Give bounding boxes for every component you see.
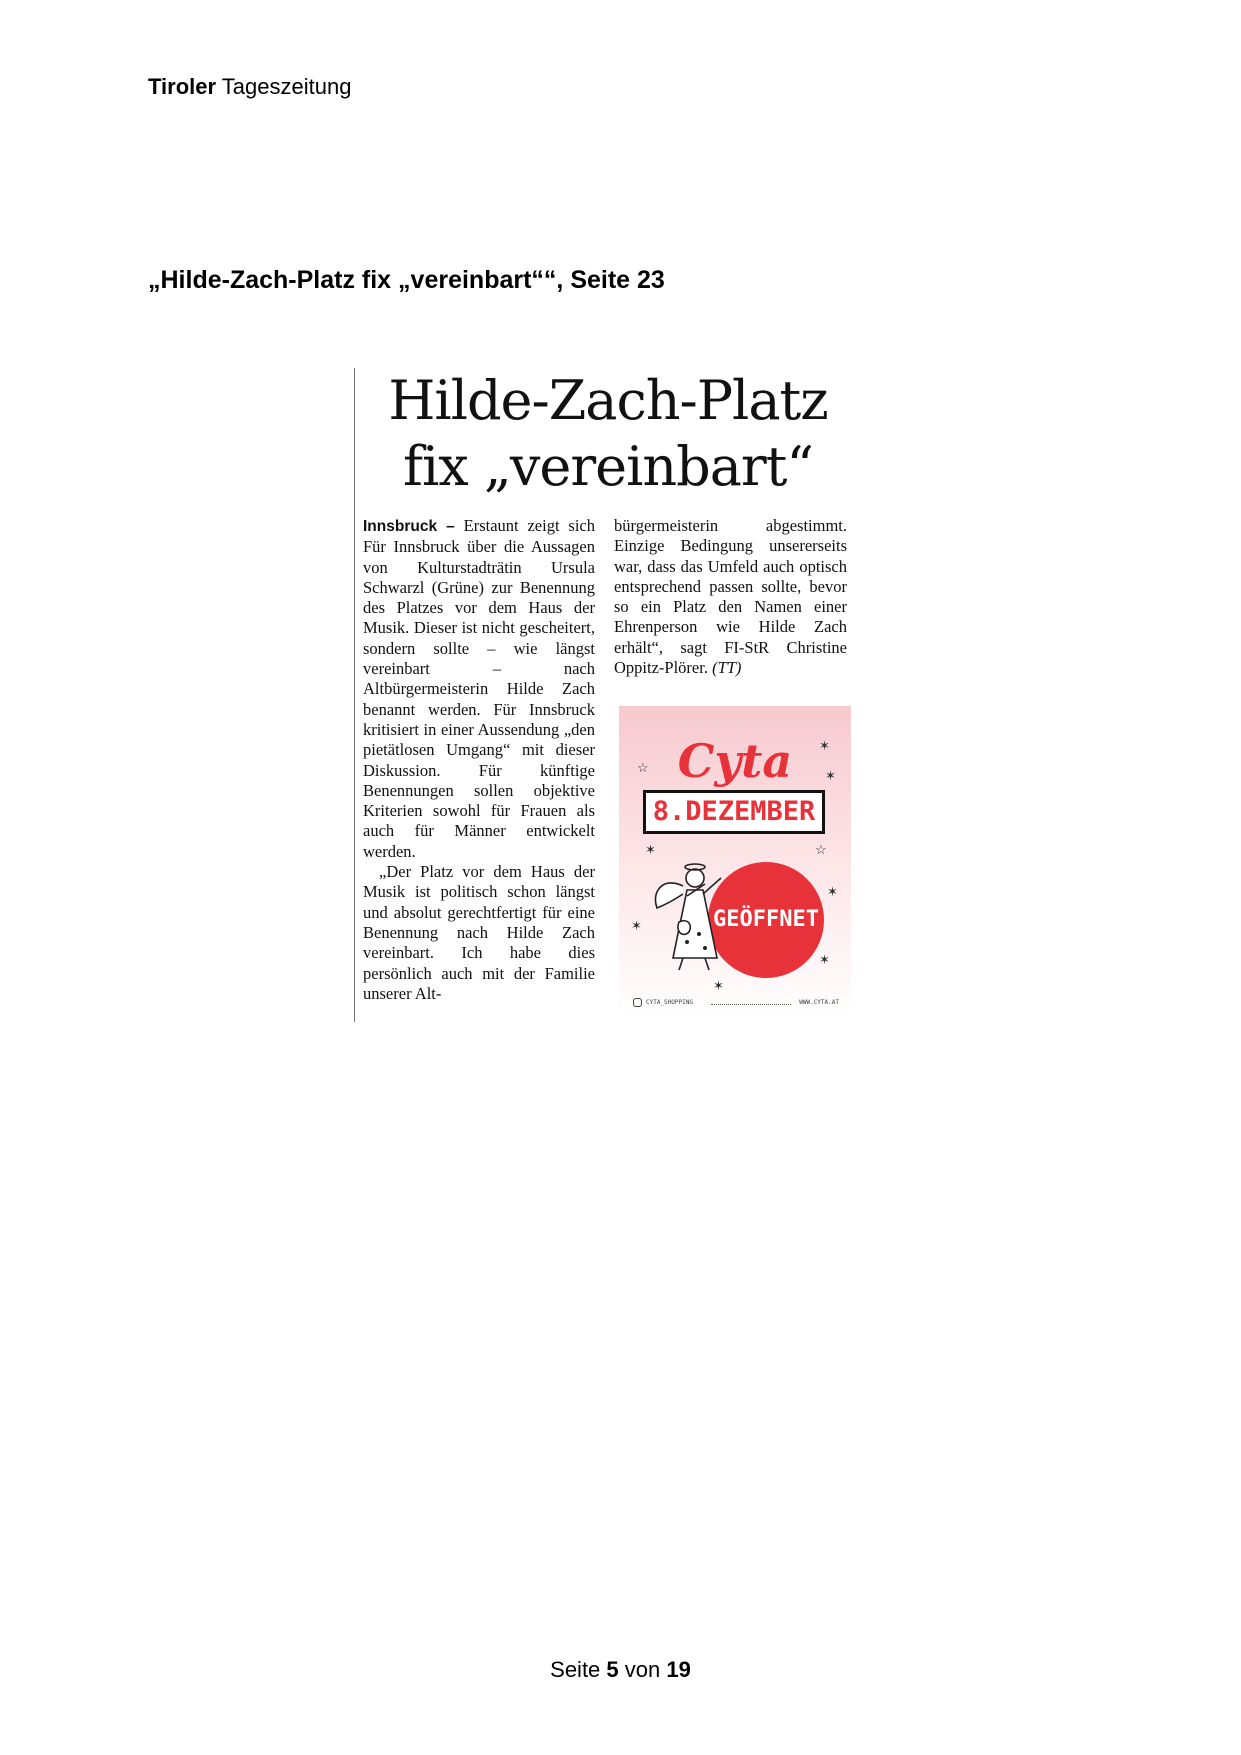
ad-date-box: 8.DEZEMBER xyxy=(643,790,825,834)
article-paragraph-3 xyxy=(614,516,847,678)
star-icon: ☆ xyxy=(637,760,649,775)
page-number xyxy=(0,1657,1241,1683)
headline-line-2: fix „vereinbart“ xyxy=(402,435,814,498)
star-icon: ✶ xyxy=(631,918,642,933)
ad-open-badge: GEÖFFNET xyxy=(708,862,824,978)
paragraph-1-text: Erstaunt zeigt sich Für Innsbruck über die Aussagen von Kulturstadträtin Ursula Schwarzl (Grüne) zur Benennung des Platzes vor dem Haus der Musik. Dieser ist nicht gescheitert, sondern sollte – wie längst vereinbart – nach Altbürgermeisterin Hilde Zach benannt werden. Für Innsbruck kritisiert in einer Aussendung „den pietätlosen Umgang“ mit dieser Diskussion. Für künftige Benennungen sollen objektive Kriterien sowohl für Frauen als auch für Männer entwickelt werden. xyxy=(363,516,595,861)
star-icon: ✶ xyxy=(713,978,724,993)
article-headline xyxy=(362,368,854,500)
column-rule xyxy=(354,368,355,1022)
ad-footer xyxy=(633,998,839,1010)
publication-name-rest: Tageszeitung xyxy=(216,74,352,99)
article-column-1 xyxy=(363,516,595,1004)
publication-name xyxy=(148,74,351,100)
newspaper-clipping xyxy=(354,368,854,1022)
article-dateline: Innsbruck – xyxy=(363,518,455,535)
article-column-2 xyxy=(614,516,847,678)
article-credit: (TT) xyxy=(712,658,742,678)
page-number-middle: von xyxy=(618,1657,667,1682)
ad-website: WWW.CYTA.AT xyxy=(799,999,839,1006)
star-icon: ✶ xyxy=(819,952,830,967)
total-pages: 19 xyxy=(666,1657,691,1682)
page-number-prefix: Seite xyxy=(550,1657,607,1682)
ad-logo: Cyta xyxy=(677,734,793,788)
article-paragraph-2: „Der Platz vor dem Haus der Musik ist politisch schon längst und absolut gerechtfertigt für eine Benennung nach Hilde Zach vereinbart. Ich habe dies persönlich auch mit der Familie unserer Alt- xyxy=(363,862,595,1003)
current-page: 5 xyxy=(606,1657,619,1682)
document-heading: „Hilde-Zach-Platz fix „vereinbart““, Seite 23 xyxy=(148,266,665,294)
paragraph-3-text: bürgermeisterin abgestimmt. Einzige Bedingung unsererseits war, dass das Umfeld auch optisch entsprechend passen sollte, bevor so ein Platz den Namen einer Ehrenperson wie Hilde Zach erhält“, sagt FI-StR Christine Oppitz-Plörer. xyxy=(614,516,847,678)
star-icon: ✶ xyxy=(645,842,656,857)
star-icon: ✶ xyxy=(827,884,838,899)
ad-footer-divider xyxy=(711,1004,791,1005)
angel-icon xyxy=(643,862,739,974)
publication-name-bold: Tiroler xyxy=(148,74,217,99)
headline-line-1: Hilde-Zach-Platz xyxy=(388,369,828,432)
advertisement xyxy=(619,706,851,1020)
star-icon: ✶ xyxy=(819,738,830,753)
instagram-icon xyxy=(633,998,642,1007)
article-paragraph-1 xyxy=(363,516,595,862)
ad-instagram-handle: CYTA_SHOPPING xyxy=(646,999,693,1006)
star-icon: ☆ xyxy=(815,842,827,857)
star-icon: ✶ xyxy=(825,768,836,783)
